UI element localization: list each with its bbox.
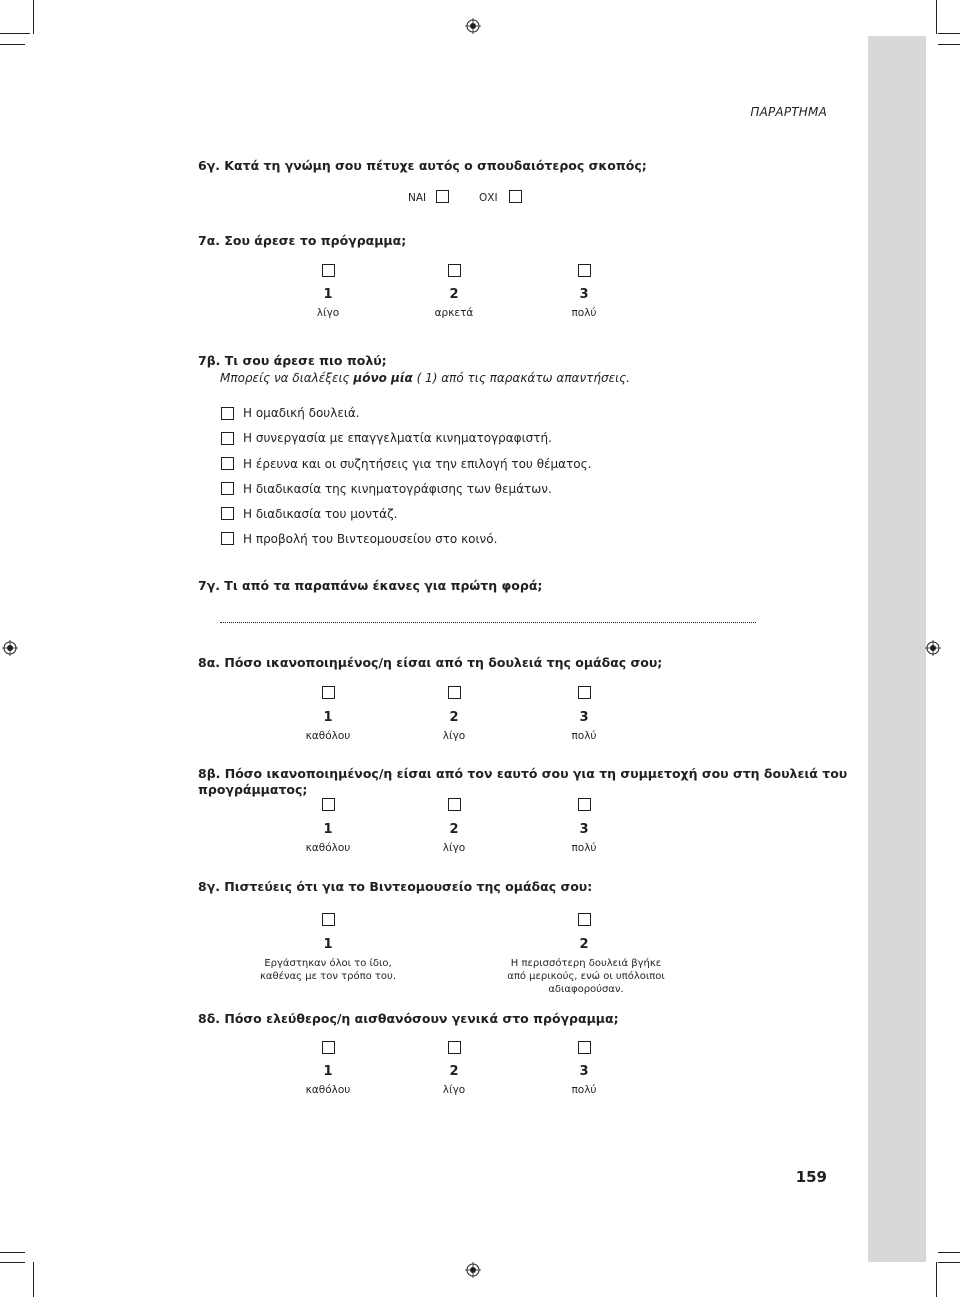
crop-mark bbox=[938, 1262, 960, 1263]
answer-line[interactable] bbox=[220, 616, 756, 623]
option-description: Εργάστηκαν όλοι το ίδιο, καθένας με τον τρόπο του. bbox=[260, 958, 396, 982]
option-number: 2 bbox=[579, 937, 589, 952]
scale-number: 2 bbox=[449, 710, 459, 725]
scale-number: 3 bbox=[579, 287, 589, 302]
question-7c: 7γ. Τι από τα παραπάνω έκανες για πρώτη φορά; bbox=[198, 578, 543, 593]
option-label: Η προβολή του Βιντεομουσείου στο κοινό. bbox=[243, 532, 498, 546]
option-description: Η περισσότερη δουλειά βγήκε από μερικούς, ενώ οι υπόλοιποι αδιαφορούσαν. bbox=[507, 958, 665, 995]
option-label: Η διαδικασία του μοντάζ. bbox=[243, 507, 398, 521]
scale-number: 1 bbox=[323, 287, 333, 302]
scale-label: πολύ bbox=[571, 730, 597, 742]
option-checkbox[interactable] bbox=[221, 432, 234, 445]
option-label: Η έρευνα και οι συζητήσεις για την επιλογή του θέματος. bbox=[243, 457, 592, 471]
no-checkbox[interactable] bbox=[509, 190, 522, 203]
question-7b-instruction: Μπορείς να διαλέξεις μόνο μία ( 1) από τις παρακάτω απαντήσεις. bbox=[220, 371, 630, 385]
scale-checkbox-7a-3[interactable] bbox=[578, 264, 591, 277]
registration-mark-icon bbox=[2, 640, 18, 656]
question-8c: 8γ. Πιστεύεις ότι για το Βιντεομουσείο της ομάδας σου: bbox=[198, 879, 593, 894]
scale-number: 1 bbox=[323, 822, 333, 837]
page-number: 159 bbox=[795, 1168, 827, 1186]
scale-checkbox-8b-1[interactable] bbox=[322, 798, 335, 811]
scale-number: 2 bbox=[449, 1064, 459, 1079]
scale-label: καθόλου bbox=[305, 1084, 351, 1096]
yes-checkbox[interactable] bbox=[436, 190, 449, 203]
scale-label: πολύ bbox=[571, 307, 597, 319]
crop-mark bbox=[0, 44, 25, 45]
registration-mark-icon bbox=[465, 18, 481, 34]
scale-label: αρκετά bbox=[434, 307, 474, 319]
crop-mark bbox=[0, 1252, 25, 1253]
registration-mark-icon bbox=[925, 640, 941, 656]
scale-label: πολύ bbox=[571, 842, 597, 854]
scale-number: 2 bbox=[449, 822, 459, 837]
option-checkbox[interactable] bbox=[221, 407, 234, 420]
scale-checkbox-8d-1[interactable] bbox=[322, 1041, 335, 1054]
scale-label: πολύ bbox=[571, 1084, 597, 1096]
option-checkbox[interactable] bbox=[221, 457, 234, 470]
scale-label: λίγο bbox=[442, 842, 466, 854]
scale-label: λίγο bbox=[442, 1084, 466, 1096]
scale-checkbox-8d-2[interactable] bbox=[448, 1041, 461, 1054]
scale-checkbox-8d-3[interactable] bbox=[578, 1041, 591, 1054]
option-label: Η ομαδική δουλειά. bbox=[243, 406, 360, 420]
option-checkbox-8c-2[interactable] bbox=[578, 913, 591, 926]
scale-number: 1 bbox=[323, 710, 333, 725]
crop-mark bbox=[936, 1262, 937, 1297]
scale-number: 1 bbox=[323, 1064, 333, 1079]
crop-mark bbox=[936, 0, 937, 34]
no-label: ΟΧΙ bbox=[479, 192, 498, 204]
scale-number: 3 bbox=[579, 1064, 589, 1079]
scale-checkbox-8b-3[interactable] bbox=[578, 798, 591, 811]
crop-mark bbox=[938, 44, 960, 45]
crop-mark bbox=[0, 33, 30, 34]
crop-mark bbox=[33, 1262, 34, 1297]
registration-mark-icon bbox=[465, 1262, 481, 1278]
scale-number: 3 bbox=[579, 822, 589, 837]
option-number: 1 bbox=[323, 937, 333, 952]
option-label: Η συνεργασία με επαγγελματία κινηματογραφιστή. bbox=[243, 431, 552, 445]
question-7a: 7α. Σου άρεσε το πρόγραμμα; bbox=[198, 233, 407, 248]
side-bleed-bar bbox=[868, 36, 926, 1262]
scale-checkbox-7a-1[interactable] bbox=[322, 264, 335, 277]
scale-label: καθόλου bbox=[305, 730, 351, 742]
option-checkbox-8c-1[interactable] bbox=[322, 913, 335, 926]
question-8a: 8α. Πόσο ικανοποιημένος/η είσαι από τη δουλειά της ομάδας σου; bbox=[198, 655, 663, 670]
scale-checkbox-7a-2[interactable] bbox=[448, 264, 461, 277]
question-8d: 8δ. Πόσο ελεύθερος/η αισθανόσουν γενικά στο πρόγραμμα; bbox=[198, 1011, 619, 1026]
scale-label: καθόλου bbox=[305, 842, 351, 854]
yes-label: ΝΑΙ bbox=[408, 192, 427, 204]
scale-label: λίγο bbox=[316, 307, 340, 319]
scale-number: 3 bbox=[579, 710, 589, 725]
option-checkbox[interactable] bbox=[221, 532, 234, 545]
scale-number: 2 bbox=[449, 287, 459, 302]
question-6c: 6γ. Κατά τη γνώμη σου πέτυχε αυτός ο σπουδαιότερος σκοπός; bbox=[198, 158, 647, 173]
option-label: Η διαδικασία της κινηματογράφισης των θεμάτων. bbox=[243, 482, 552, 496]
question-7b: 7β. Τι σου άρεσε πιο πολύ; bbox=[198, 353, 387, 368]
scale-checkbox-8a-2[interactable] bbox=[448, 686, 461, 699]
crop-mark bbox=[0, 1262, 25, 1263]
scale-label: λίγο bbox=[442, 730, 466, 742]
crop-mark bbox=[938, 1252, 960, 1253]
scale-checkbox-8a-1[interactable] bbox=[322, 686, 335, 699]
crop-mark bbox=[938, 33, 960, 34]
scale-checkbox-8b-2[interactable] bbox=[448, 798, 461, 811]
section-header: ΠΑΡΑΡΤΗΜΑ bbox=[750, 105, 827, 119]
option-checkbox[interactable] bbox=[221, 507, 234, 520]
question-8b: 8β. Πόσο ικανοποιημένος/η είσαι από τον εαυτό σου για τη συμμετοχή σου στη δουλειά του bbox=[198, 766, 848, 781]
scale-checkbox-8a-3[interactable] bbox=[578, 686, 591, 699]
crop-mark bbox=[33, 0, 34, 34]
question-8b-continued: προγράμματος; bbox=[198, 782, 308, 797]
option-checkbox[interactable] bbox=[221, 482, 234, 495]
